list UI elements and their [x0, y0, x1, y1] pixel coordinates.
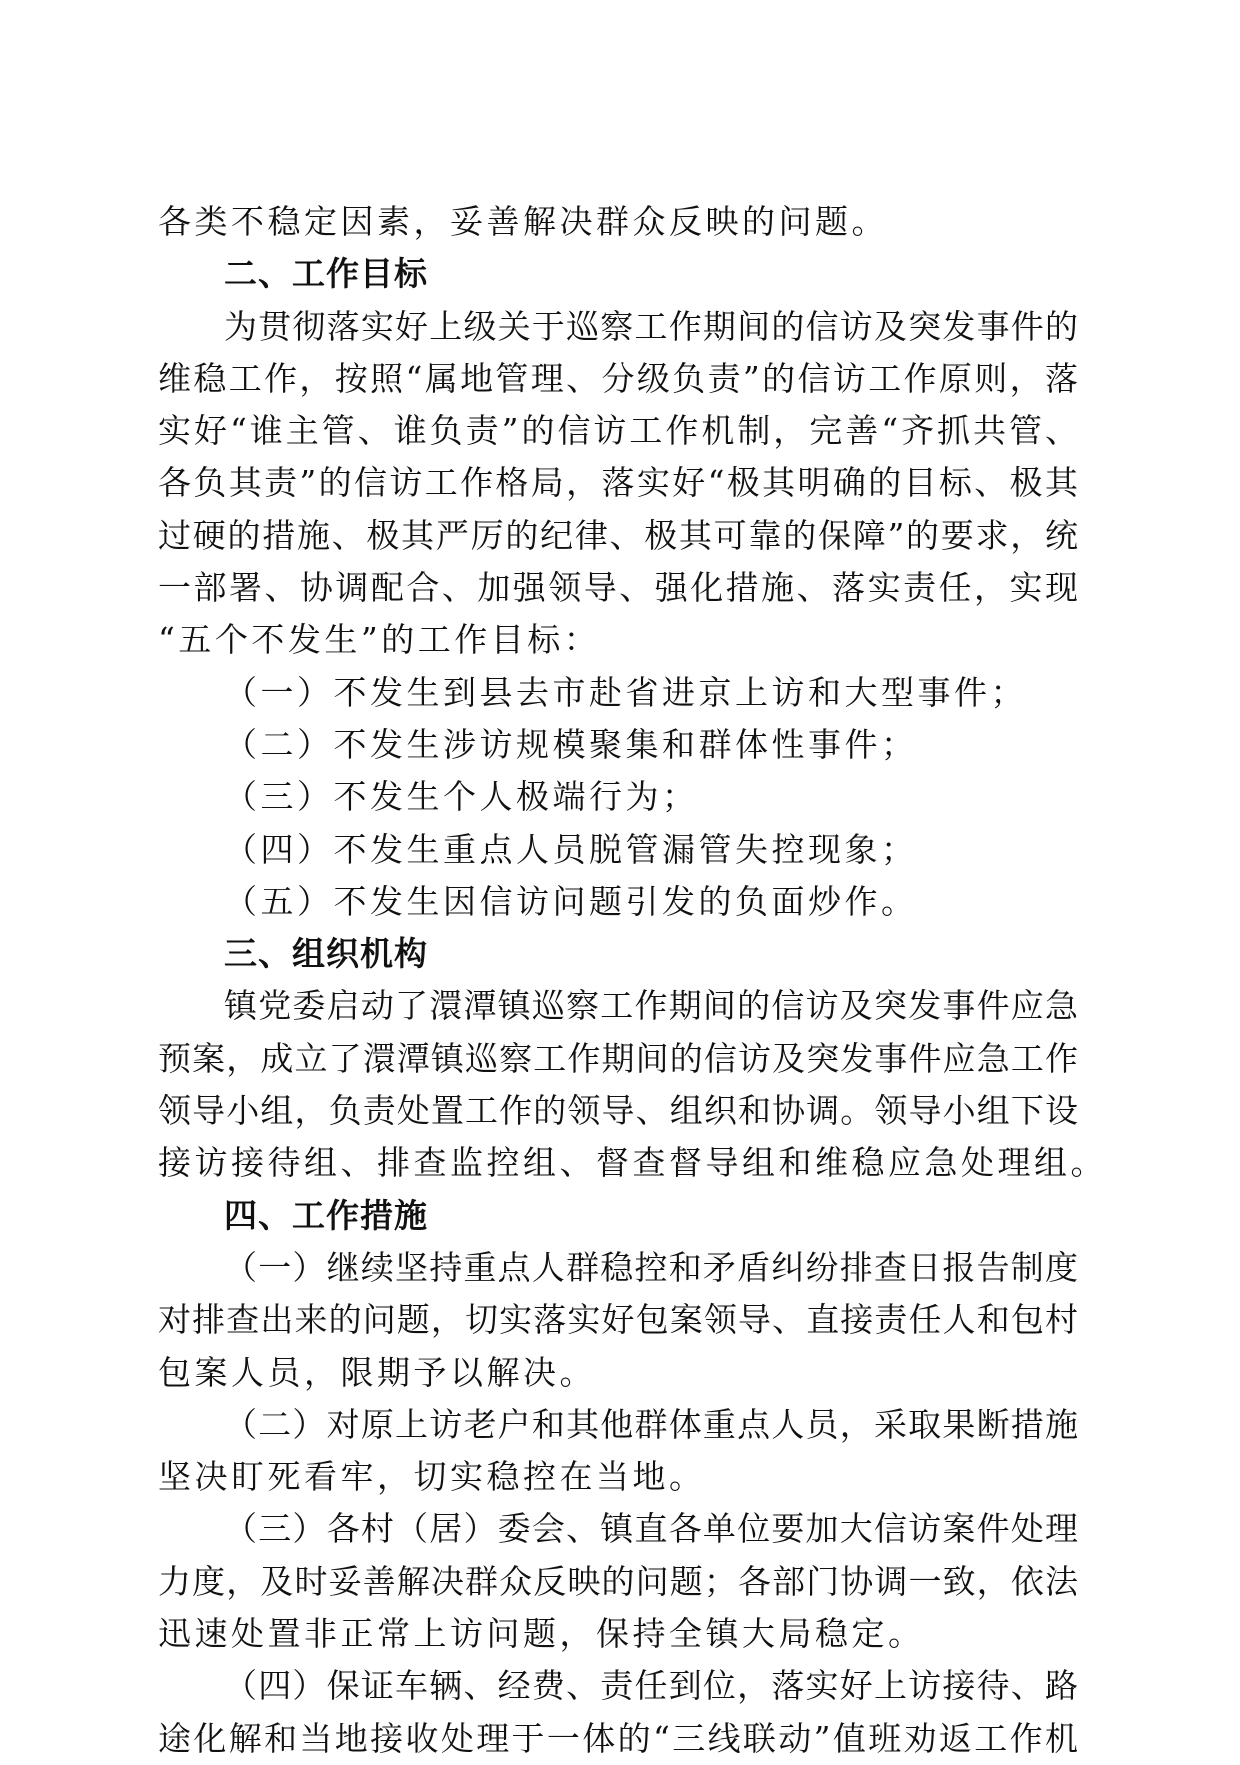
section-heading-goals: 二、工作目标	[224, 254, 428, 294]
paragraph-line: 一部署、协调配合、加强领导、强化措施、落实责任，实现	[158, 568, 1078, 608]
paragraph-line: 接访接待组、排查监控组、督查督导组和维稳应急处理组。	[158, 1143, 1107, 1183]
paragraph-line: “五个不发生”的工作目标：	[158, 620, 601, 660]
paragraph-line: 各类不稳定因素，妥善解决群众反映的问题。	[158, 202, 888, 241]
paragraph-line: 对排查出来的问题，切实落实好包案领导、直接责任人和包村	[158, 1300, 1078, 1340]
list-item: （三）不发生个人极端行为；	[224, 777, 699, 817]
list-item: （四）不发生重点人员脱管漏管失控现象；	[224, 829, 918, 869]
paragraph-line: 包案人员，限期予以解决。	[158, 1352, 596, 1392]
paragraph-line: 实好“谁主管、谁负责”的信访工作机制，完善“齐抓共管、	[158, 411, 1078, 451]
paragraph-line: 力度，及时妥善解决群众反映的问题；各部门协调一致，依法	[158, 1561, 1078, 1601]
section-heading-organization: 三、组织机构	[224, 934, 428, 974]
list-item: （二）不发生涉访规模聚集和群体性事件；	[224, 724, 918, 764]
paragraph-line: 镇党委启动了澴潭镇巡察工作期间的信访及突发事件应急	[224, 986, 1078, 1026]
document-page	[158, 196, 1107, 1765]
paragraph-line: 预案，成立了澴潭镇巡察工作期间的信访及突发事件应急工作	[158, 1038, 1078, 1078]
paragraph-line: 维稳工作，按照“属地管理、分级负责”的信访工作原则，落	[158, 358, 1078, 398]
paragraph-line: 坚决盯死看牢，切实稳控在当地。	[158, 1457, 706, 1497]
paragraph-line: 过硬的措施、极其严厉的纪律、极其可靠的保障”的要求，统	[158, 515, 1078, 555]
paragraph-line: 迅速处置非正常上访问题，保持全镇大局稳定。	[158, 1614, 925, 1654]
paragraph-line: 领导小组，负责处置工作的领导、组织和协调。领导小组下设	[158, 1091, 1078, 1131]
paragraph-line: 各负其责”的信访工作格局，落实好“极其明确的目标、极其	[158, 463, 1078, 503]
section-heading-measures: 四、工作措施	[224, 1195, 428, 1235]
list-item: （五）不发生因信访问题引发的负面炒作。	[224, 881, 918, 921]
paragraph-line: 为贯彻落实好上级关于巡察工作期间的信访及突发事件的	[224, 306, 1078, 346]
paragraph-line: （二）对原上访老户和其他群体重点人员，采取果断措施	[224, 1404, 1078, 1444]
list-item: （一）不发生到县去市赴省进京上访和大型事件；	[224, 672, 1027, 712]
paragraph-line: 途化解和当地接收处理于一体的“三线联动”值班劝返工作机	[158, 1718, 1078, 1758]
paragraph-line: （四）保证车辆、经费、责任到位，落实好上访接待、路	[224, 1666, 1078, 1706]
paragraph-line: （三）各村（居）委会、镇直各单位要加大信访案件处理	[224, 1509, 1078, 1549]
paragraph-line: （一）继续坚持重点人群稳控和矛盾纠纷排查日报告制度	[224, 1247, 1078, 1287]
